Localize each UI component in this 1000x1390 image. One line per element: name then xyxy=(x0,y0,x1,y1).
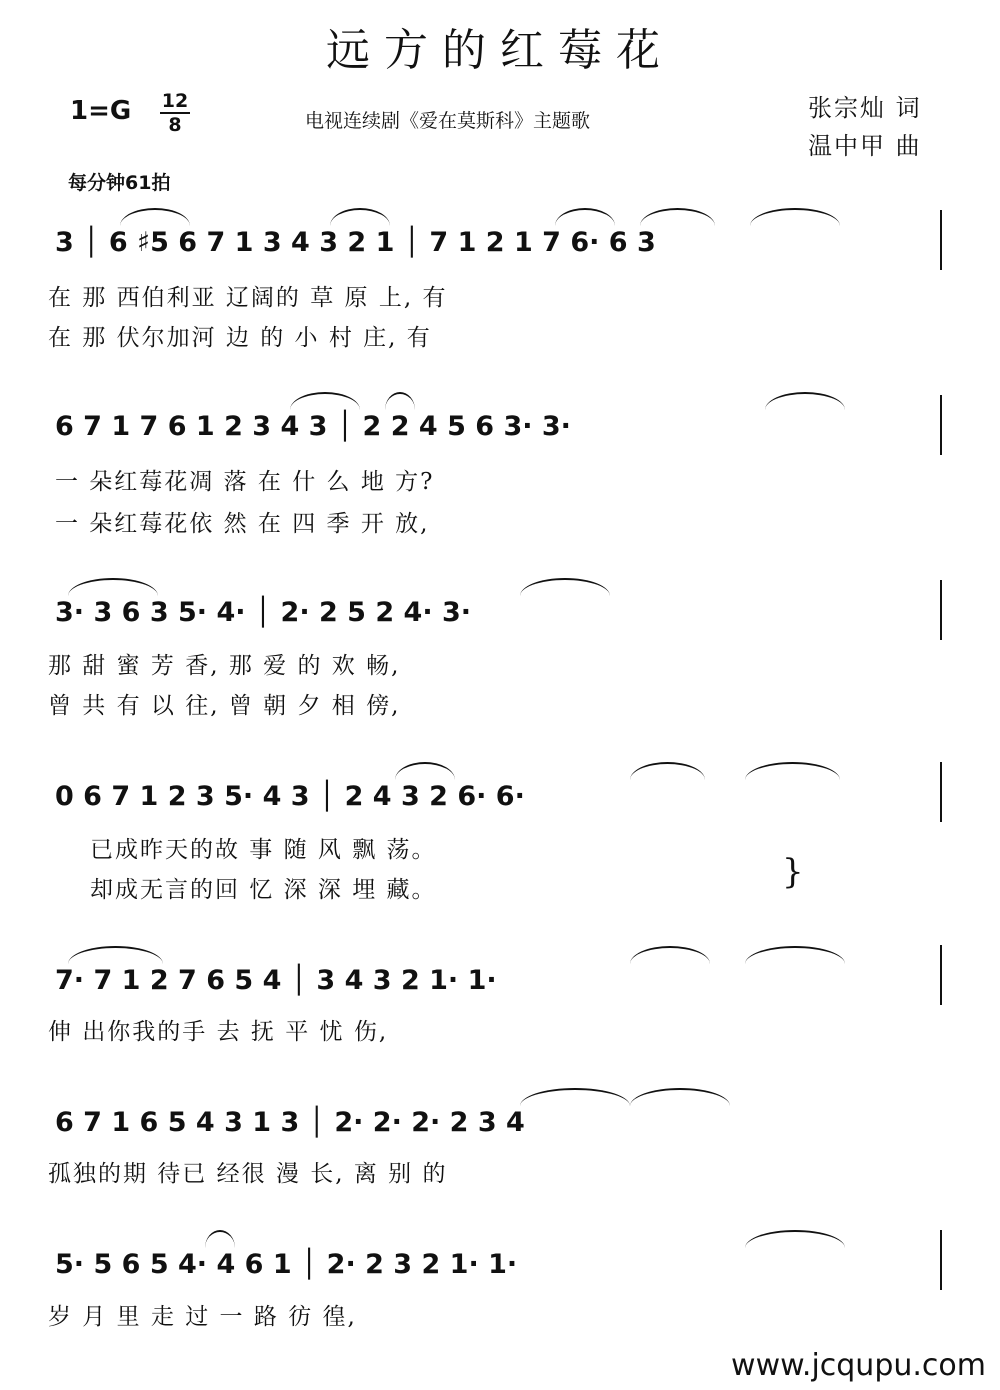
slur xyxy=(395,762,455,780)
notation-line-3: 3· 3 6 3 5· 4· │ 2· 2 5 2 4· 3· xyxy=(55,597,472,628)
slur xyxy=(630,1088,730,1106)
slur xyxy=(745,1230,845,1248)
slur xyxy=(290,392,360,410)
barline xyxy=(940,580,942,640)
lyric-line-5: 伸 出你我的手 去 抚 平 忧 伤, xyxy=(48,1019,389,1045)
meter-top: 12 xyxy=(161,90,189,112)
barline xyxy=(940,210,942,270)
time-signature xyxy=(160,90,190,136)
slur xyxy=(520,1088,630,1106)
notation-line-5: 7· 7 1 2 7 6 5 4 │ 3 4 3 2 1· 1· xyxy=(55,965,497,996)
key-signature: 1=G xyxy=(70,96,132,126)
slur xyxy=(630,762,705,780)
lyric-line-6: 孤独的期 待已 经很 漫 长, 离 别 的 xyxy=(48,1161,448,1187)
notation-line-2: 6 7 1 7 6 1 2 3 4 3 │ 2 2 4 5 6 3· 3· xyxy=(55,411,571,442)
lyric-line-1-verse-1: 在 那 西伯利亚 辽阔的 草 原 上, 有 xyxy=(48,285,448,311)
subtitle: 电视连续剧《爱在莫斯科》主题歌 xyxy=(305,110,591,132)
site-watermark: www.jcqupu.com xyxy=(731,1348,986,1383)
composer-credit: 温中甲 曲 xyxy=(808,132,922,160)
lyric-line-1-verse-2: 在 那 伏尔加河 边 的 小 村 庄, 有 xyxy=(48,325,432,351)
notation-line-6: 6 7 1 6 5 4 3 1 3 │ 2· 2· 2· 2 3 4 xyxy=(55,1107,525,1138)
barline xyxy=(940,395,942,455)
barline xyxy=(940,945,942,1005)
notation-line-4: 0 6 7 1 2 3 5· 4 3 │ 2 4 3 2 6· 6· xyxy=(55,781,525,812)
notation-line-1: 3 │ 6 ♯5 6 7 1 3 4 3 2 1 │ 7 1 2 1 7 6· 6 3 xyxy=(55,227,656,258)
lyric-line-2-verse-2: 一 朵红莓花依 然 在 四 季 开 放, xyxy=(55,511,430,537)
slur xyxy=(330,208,390,226)
lyric-line-2-verse-1: 一 朵红莓花凋 落 在 什 么 地 方? xyxy=(55,469,435,495)
lyric-line-4-verse-1: 已成昨天的故 事 随 风 飘 荡。 xyxy=(90,837,437,863)
verse-brace: } xyxy=(782,852,804,892)
slur xyxy=(630,946,710,964)
meter-bottom: 8 xyxy=(168,114,182,136)
slur xyxy=(68,946,163,964)
slur xyxy=(385,392,415,410)
slur xyxy=(745,762,840,780)
lyric-line-3-verse-2: 曾 共 有 以 往, 曾 朝 夕 相 傍, xyxy=(48,693,401,719)
lyric-line-3-verse-1: 那 甜 蜜 芳 香, 那 爱 的 欢 畅, xyxy=(48,653,401,679)
slur xyxy=(68,578,158,596)
song-title: 远方的红莓花 xyxy=(326,25,674,76)
lyric-line-4-verse-2: 却成无言的回 忆 深 深 埋 藏。 xyxy=(90,877,437,903)
lyricist-credit: 张宗灿 词 xyxy=(808,94,922,122)
lyric-line-7: 岁 月 里 走 过 一 路 彷 徨, xyxy=(48,1304,357,1330)
slur xyxy=(745,946,845,964)
slur xyxy=(750,208,840,226)
slur xyxy=(640,208,715,226)
slur xyxy=(555,208,615,226)
slur xyxy=(205,1230,235,1248)
slur xyxy=(120,208,190,226)
barline xyxy=(940,1230,942,1290)
slur xyxy=(520,578,610,596)
notation-line-7: 5· 5 6 5 4· 4 6 1 │ 2· 2 3 2 1· 1· xyxy=(55,1249,518,1280)
barline xyxy=(940,762,942,822)
slur xyxy=(765,392,845,410)
tempo-marking: 每分钟61拍 xyxy=(68,172,171,194)
